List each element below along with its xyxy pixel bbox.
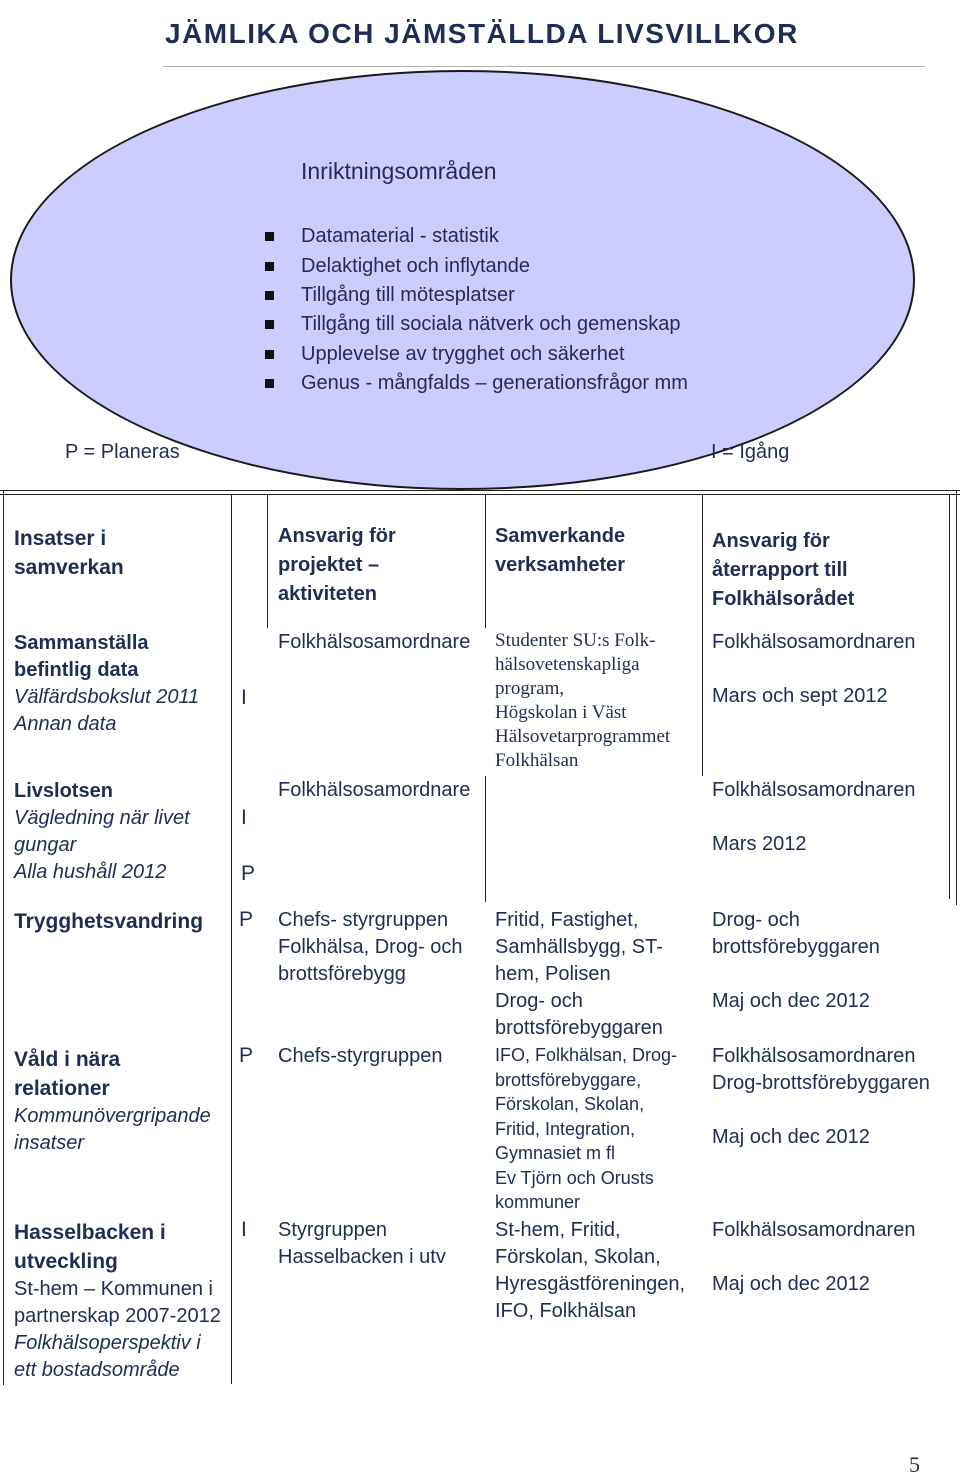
row-rapport: Folkhälsosamordnaren Mars och sept 2012 — [712, 631, 916, 707]
status-badge: P — [239, 1044, 254, 1067]
list-item: Delaktighet och inflytande — [265, 251, 688, 280]
legend-ongoing: I = Igång — [711, 441, 790, 463]
row-ansvarig: Chefs-styrgruppen — [278, 1045, 443, 1067]
header-ansvarig: Ansvarig för projektet – aktiviteten — [278, 525, 396, 605]
title-divider — [163, 66, 925, 67]
row-ansvarig: Chefs- styrgruppen Folkhälsa, Drog- och brottsförebygg — [278, 909, 463, 985]
row-rapport: Drog- och brottsförebyggaren Maj och dec 2012 — [712, 909, 880, 1012]
table-col-divider — [485, 776, 486, 902]
row-samverkande: Studenter SU:s Folk- hälsovetenskapliga program, Högskolan i Väst Hälsovetarprogrammet Folkhälsan — [495, 630, 671, 771]
table-col-divider — [485, 494, 486, 628]
list-item: Datamaterial - statistik — [265, 222, 688, 251]
table-right-border — [949, 494, 950, 899]
table-right-border-outer — [956, 490, 957, 905]
table-top-border-inner — [0, 494, 960, 495]
row-ansvarig: Styrgruppen Hasselbacken i utv — [278, 1219, 446, 1268]
square-bullet-icon — [265, 320, 274, 329]
header-samverkande: Samverkande verksamheter — [495, 525, 626, 576]
row-rapport: Folkhälsosamordnaren Drog-brottsförebyggaren Maj och dec 2012 — [712, 1045, 930, 1148]
status-badge: P — [241, 862, 256, 885]
square-bullet-icon — [265, 262, 274, 271]
square-bullet-icon — [265, 350, 274, 359]
row-samverkande: St-hem, Fritid, Förskolan, Skolan, Hyresgästföreningen, IFO, Folkhälsan — [495, 1219, 686, 1322]
header-aterrapport: Ansvarig för återrapport till Folkhälsorådet — [712, 530, 855, 610]
list-item: Upplevelse av trygghet och säkerhet — [265, 340, 688, 369]
table-col-divider — [267, 494, 268, 628]
header-insatser: Insatser i samverkan — [14, 527, 124, 579]
table-left-border — [3, 490, 4, 1385]
row-rapport: Folkhälsosamordnaren Mars 2012 — [712, 779, 916, 855]
table-col-divider — [702, 628, 703, 776]
table-row: Hasselbacken i utveckling St-hem – Kommunen i partnerskap 2007-2012 Folkhälsoperspektiv i ett bostadsområde — [14, 1221, 221, 1381]
focus-areas-list — [265, 222, 688, 398]
row-samverkande: IFO, Folkhälsan, Drog- brottsförebyggare, Förskolan, Skolan, Fritid, Integration, Gymnasiet m fl Ev Tjörn och Orusts kommuner — [495, 1045, 678, 1212]
table-row: Sammanställa befintlig data Välfärdsbokslut 2011 Annan data — [14, 632, 200, 735]
table-row: Trygghetsvandring — [14, 910, 204, 933]
row-samverkande: Fritid, Fastighet, Samhällsbygg, ST- hem, Polisen Drog- och brottsförebyggaren — [495, 909, 663, 1039]
list-item: Genus - mångfalds – generationsfrågor mm — [265, 369, 688, 398]
table-row: Våld i nära relationer Kommunövergripande insatser — [14, 1048, 211, 1154]
row-ansvarig: Folkhälsosamordnare — [278, 779, 471, 801]
page-title: JÄMLIKA OCH JÄMSTÄLLDA LIVSVILLKOR — [165, 18, 799, 49]
status-badge: I — [241, 806, 247, 829]
table-top-border — [0, 490, 960, 491]
row-rapport: Folkhälsosamordnaren Maj och dec 2012 — [712, 1219, 916, 1295]
legend-planned: P = Planeras — [65, 441, 180, 463]
square-bullet-icon — [265, 291, 274, 300]
table-col-divider — [231, 494, 232, 1384]
page-number: 5 — [909, 1452, 920, 1477]
square-bullet-icon — [265, 232, 274, 241]
row-ansvarig: Folkhälsosamordnare — [278, 631, 471, 653]
list-item: Tillgång till sociala nätverk och gemenskap — [265, 310, 688, 339]
status-badge: I — [241, 1218, 247, 1241]
table-col-divider — [702, 494, 703, 628]
focus-areas-heading: Inriktningsområden — [301, 158, 497, 184]
list-item: Tillgång till mötesplatser — [265, 281, 688, 310]
table-row: Livslotsen Vägledning när livet gungar Alla hushåll 2012 — [14, 780, 190, 883]
status-badge: P — [239, 908, 254, 931]
square-bullet-icon — [265, 379, 274, 388]
status-badge: I — [241, 686, 247, 709]
